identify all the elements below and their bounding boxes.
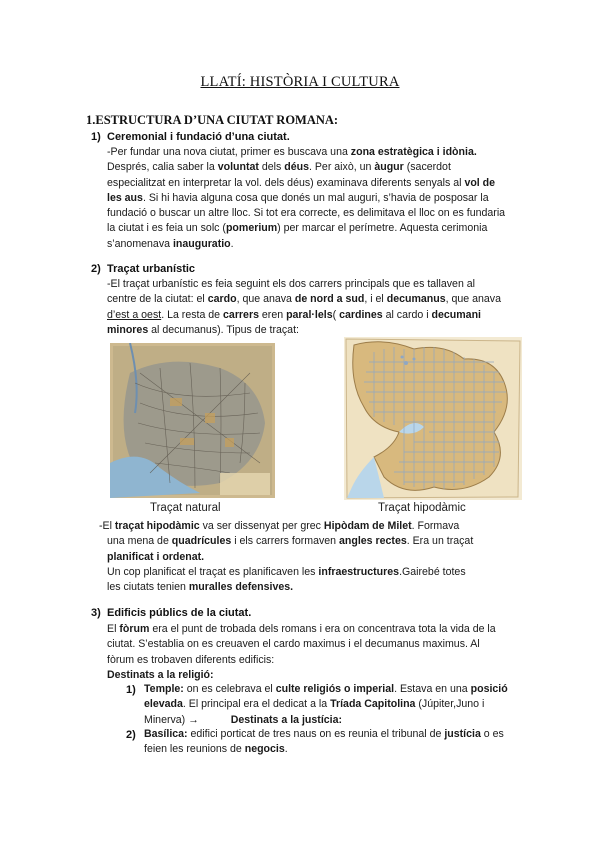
paragraph-temple: Temple: on es celebrava el culte religiós o imperial. Estava en una posició elevada. El principal era el dedicat a la Tríada Capitolina (Júpiter,Juno i Minerva) → Destinats a la justícia: — [144, 683, 508, 726]
paragraph-hippodamian: -El traçat hipodàmic va ser dissenyat per grec Hipòdam de Milet. Formava una mena de quadrícules i els carrers formaven angles rectes. Era un traçat planificat i ordenat. Un cop planificat el traçat es planificaven les infraestructures.Gairebé totes les ciutats tenien muralles defensives. — [99, 520, 474, 594]
item-number: 1) — [126, 684, 136, 696]
item-number: 2) — [126, 729, 136, 741]
paragraph-urban-layout: -El traçat urbanístic es feia seguint els dos carrers principals que es tallaven al centre de la ciutat: el cardo, que anava de nord a sud, i el decumanus, que anava d’est a oest. La resta de carrers eren paral·lels( cardines al cardo i decumani minores al decumanus). Tipus de traçat: — [107, 278, 501, 336]
paragraph-basilica: Basílica: edifici porticat de tres naus on es reunia el tribunal de justícia o es feien les reunions de negocis. — [144, 728, 504, 756]
item-number: 3) — [91, 607, 101, 619]
item-heading: Traçat urbanístic — [107, 263, 196, 275]
section-heading: 1.ESTRUCTURA D’UNA CIUTAT ROMANA: — [86, 113, 339, 127]
hippodamian-layout-map — [344, 337, 522, 500]
item-number: 2) — [91, 263, 101, 275]
item-number: 1) — [91, 131, 101, 143]
natural-layout-map — [110, 343, 275, 498]
caption-natural: Traçat natural — [150, 502, 221, 514]
item-heading: Edificis públics de la ciutat. — [107, 607, 252, 619]
caption-hippodamian: Traçat hipodàmic — [378, 502, 466, 514]
page-title: LLATÍ: HISTÒRIA I CULTURA — [200, 74, 400, 90]
item-heading: Ceremonial i fundació d’una ciutat. — [107, 131, 290, 143]
paragraph-foundation: -Per fundar una nova ciutat, primer es buscava una zona estratègica i idònia. Després, calia saber la voluntat dels déus. Per això, un àugur (sacerdot especialitzat en interpretar la vol. dels déus) examinava diferents senyals al vol de les aus. Si hi havia alguna cosa que donés un mal auguri, s’havia de posposar la fundació o buscar un altre lloc. Si tot era correcte, es delimitava el lloc on es fundaria la ciutat i es feia un solc (pomerium) per marcar el perímetre. Aquesta cerimonia s’anomenava inauguratio. — [107, 146, 506, 250]
paragraph-forum: El fòrum era el punt de trobada dels romans i era on concentrava tota la vida de la ciutat. S’establia on es creuaven el cardo maximus i el decumanus maximus. Al fòrum es trobaven diferents edificis: Destinats a la religió: — [107, 623, 496, 681]
